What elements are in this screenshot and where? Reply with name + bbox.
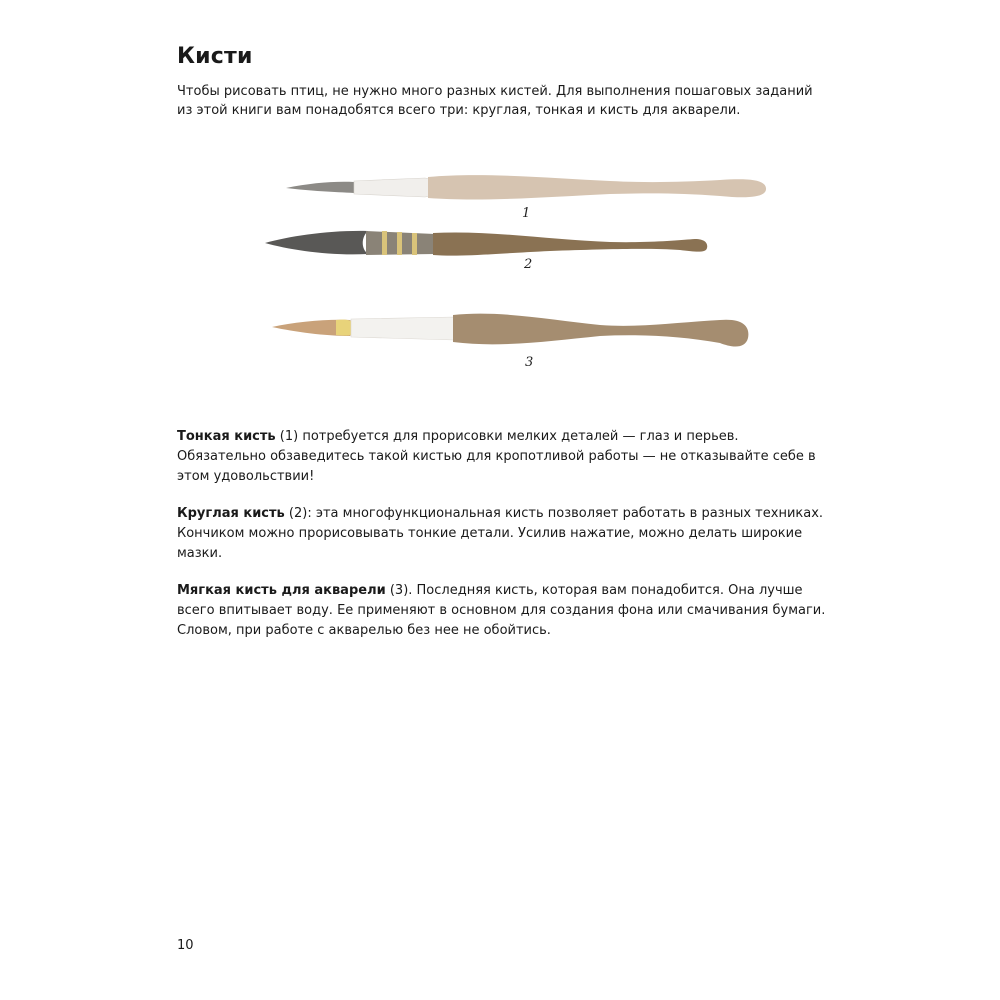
paragraph-round-brush <box>177 504 827 564</box>
paragraph-watercolor-brush <box>177 581 827 641</box>
page-title: Кисти <box>177 44 253 69</box>
brush-2-band-2 <box>397 232 402 255</box>
brush-3-ferrule <box>351 317 455 340</box>
brushes-drawing <box>250 160 780 390</box>
brush-1-handle <box>428 175 766 199</box>
brush-1-tip <box>286 182 354 193</box>
brush-2-number: 2 <box>524 257 533 272</box>
paragraph-thin-brush-text: (1) потребуется для прорисовки мелких деталей — глаз и перьев. Обязательно обзаведитесь такой кистью для кропотливой работы — не отказывайте себе в этом удовольствии! <box>177 429 816 484</box>
brush-3-tip-highlight <box>336 320 352 336</box>
brushes-illustration <box>250 160 780 390</box>
page-number: 10 <box>177 938 194 953</box>
brush-1-ferrule <box>354 178 430 197</box>
brush-3-watercolor <box>272 314 748 347</box>
paragraph-thin-brush <box>177 427 827 487</box>
brush-2-round <box>265 231 707 256</box>
brush-1-thin <box>286 175 766 199</box>
brush-2-tip <box>265 231 368 254</box>
brush-3-handle <box>453 314 748 347</box>
paragraph-round-brush-text: (2): эта многофункциональная кисть позволяет работать в разных техниках. Кончиком можно прорисовывать тонкие детали. Усилив нажатие, можно делать широкие мазки. <box>177 506 824 561</box>
term-round-brush: Круглая кисть <box>177 506 285 521</box>
brush-2-band-3 <box>412 233 417 255</box>
brush-2-band-1 <box>382 231 387 255</box>
term-watercolor-brush: Мягкая кисть для акварели <box>177 583 386 598</box>
brush-3-number: 3 <box>525 355 534 370</box>
intro-text: Чтобы рисовать птиц, не нужно много разных кистей. Для выполнения пошаговых заданий из этой книги вам понадобятся всего три: круглая, тонкая и кисть для акварели. <box>177 84 813 118</box>
paragraph-watercolor-brush-text: (3). Последняя кисть, которая вам понадобится. Она лучше всего впитывает воду. Ее применяют в основном для создания фона или смачивания бумаги. Словом, при работе с акварелью без нее не обойтись. <box>177 583 826 638</box>
term-thin-brush: Тонкая кисть <box>177 429 276 444</box>
brush-2-handle <box>433 232 707 255</box>
brush-1-number: 1 <box>522 206 531 221</box>
